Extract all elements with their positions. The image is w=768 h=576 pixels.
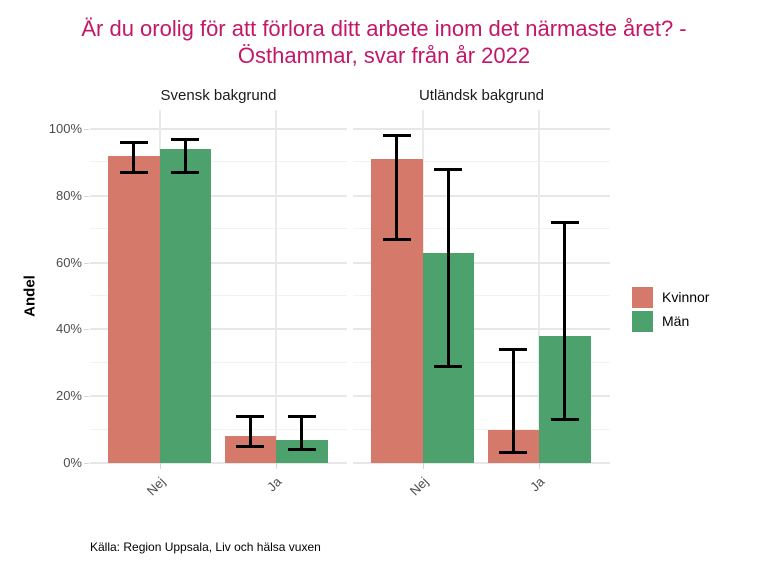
legend-label-man: Män (662, 313, 690, 329)
error-bar-stem (300, 416, 303, 449)
source-caption: Källa: Region Uppsala, Liv och hälsa vuxen (90, 540, 321, 554)
y-tick-label: 100% (48, 121, 82, 136)
error-bar-cap (171, 138, 199, 141)
y-tick-label: 60% (55, 254, 82, 270)
error-bar-cap (288, 415, 316, 418)
error-bar-cap (499, 451, 527, 454)
chart-title: Är du orolig för att förlora ditt arbete inom det närmaste året? - Östhammar, svar från år 2022 (81, 16, 687, 68)
error-bar-stem (395, 136, 398, 240)
error-bar-cap (499, 348, 527, 351)
facet-strip-svensk: Svensk bakgrund (160, 87, 277, 104)
facet-strip-utlandsk: Utländsk bakgrund (418, 87, 545, 104)
legend-label-kvinnor: Kvinnor (662, 289, 710, 305)
gridline-major (90, 128, 347, 130)
y-tick-label: 0% (63, 455, 82, 470)
y-tick-mark (84, 129, 89, 130)
legend-key-kvinnor (632, 287, 653, 308)
y-tick-label: 20% (55, 388, 82, 404)
error-bar-cap (120, 171, 148, 174)
gridline-vertical (275, 110, 277, 463)
x-tick-label-nej: Nej (143, 474, 169, 499)
y-tick-mark (84, 463, 89, 464)
error-bar-stem (563, 223, 566, 420)
error-bar-stem (132, 142, 135, 172)
error-bar-cap (288, 448, 316, 451)
error-bar-cap (120, 141, 148, 144)
legend-key-man (632, 311, 653, 332)
error-bar-cap (171, 171, 199, 174)
error-bar-stem (512, 349, 515, 453)
x-tick-label-ja: Ja (527, 474, 548, 495)
error-bar-stem (184, 139, 187, 172)
error-bar-cap (236, 445, 264, 448)
y-tick-mark (84, 263, 89, 264)
error-bar-cap (383, 134, 411, 137)
x-tick-label-ja: Ja (264, 474, 285, 495)
error-bar-stem (249, 416, 252, 446)
error-bar-stem (447, 169, 450, 366)
x-tick-mark (276, 463, 277, 469)
error-bar-cap (551, 221, 579, 224)
x-tick-label-nej: Nej (406, 474, 432, 499)
y-tick-mark (84, 396, 89, 397)
panel-utlandsk-bakgrund (353, 110, 610, 463)
bar-man-nej (160, 149, 212, 463)
y-tick-mark (84, 329, 89, 330)
y-axis-title: Andel (21, 275, 39, 317)
gridline-major (353, 128, 610, 130)
error-bar-cap (383, 238, 411, 241)
legend-item-man (632, 309, 709, 333)
error-bar-cap (434, 365, 462, 368)
panel-svensk-bakgrund (90, 110, 347, 463)
y-tick-label: 80% (55, 187, 82, 203)
y-tick-mark (84, 196, 89, 197)
legend-item-kvinnor (632, 285, 709, 309)
error-bar-cap (551, 418, 579, 421)
x-tick-mark (160, 463, 161, 469)
error-bar-cap (434, 168, 462, 171)
x-tick-mark (539, 463, 540, 469)
bar-kvinnor-nej (108, 156, 160, 463)
legend (632, 285, 709, 333)
x-tick-mark (423, 463, 424, 469)
error-bar-cap (236, 415, 264, 418)
y-tick-label: 40% (55, 321, 82, 337)
